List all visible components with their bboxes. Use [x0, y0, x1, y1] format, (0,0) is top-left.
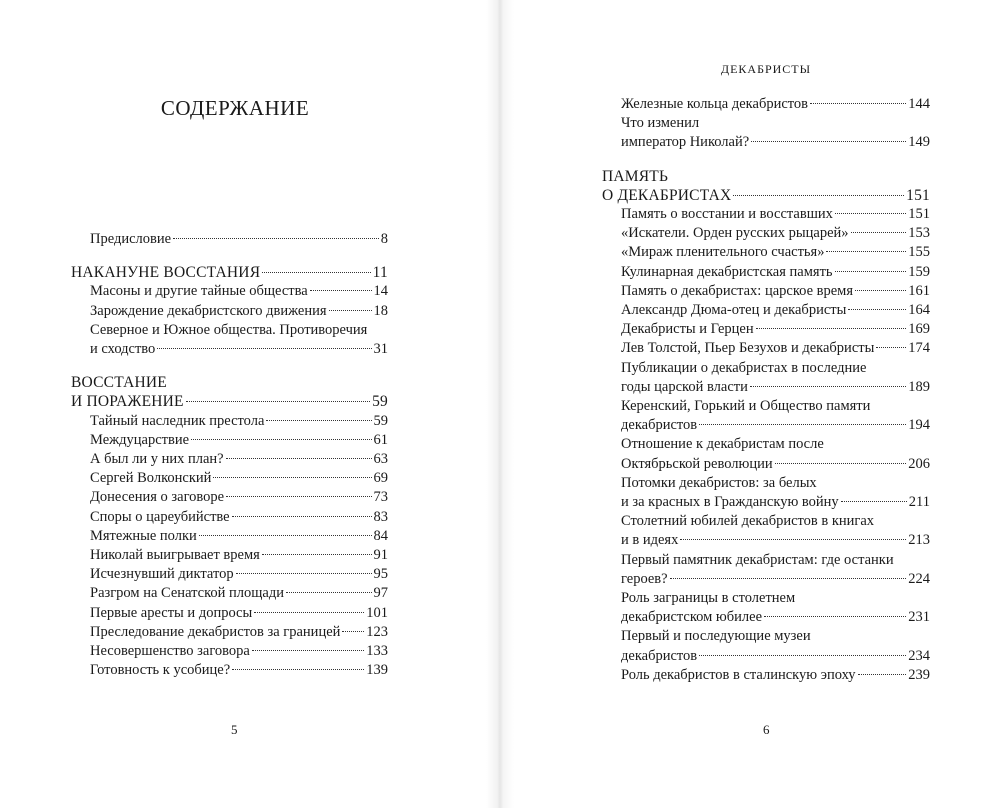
dot-leader: [775, 463, 907, 464]
toc-entry-title-line: Керенский, Горький и Общество памяти: [621, 398, 871, 415]
toc-entry-title: Споры о цареубийстве: [90, 508, 230, 525]
toc-part-heading[interactable]: [602, 167, 930, 205]
toc-part-heading[interactable]: [71, 373, 388, 411]
toc-entry-title: «Искатели. Орден русских рыцарей»: [621, 225, 849, 242]
toc-entry-row: [90, 642, 388, 661]
toc-page-number: 133: [366, 643, 388, 660]
toc-entry-row: [90, 584, 388, 603]
toc-entry-row: [621, 243, 930, 262]
toc-page-number: 161: [908, 282, 930, 299]
toc-entry[interactable]: [71, 282, 388, 301]
toc-entry[interactable]: [71, 661, 388, 680]
toc-entry-row: [71, 263, 388, 282]
dot-leader: [262, 554, 372, 555]
toc-entry-title: Сергей Волконский: [90, 470, 212, 487]
toc-entry-title: Память о декабристах: царское время: [621, 282, 854, 299]
toc-page-number: 31: [373, 341, 388, 358]
toc-entry[interactable]: [602, 397, 930, 435]
toc-entry-title-line: Первый и последующие музеи: [621, 628, 811, 645]
dot-leader: [157, 348, 371, 349]
toc-entry-row: [90, 302, 388, 321]
toc-entry-title: император Николай?: [621, 134, 750, 151]
toc-page-number: 231: [908, 609, 930, 626]
toc-entry-row: [621, 224, 930, 243]
toc-entry[interactable]: [602, 243, 930, 262]
toc-entry[interactable]: [602, 512, 930, 550]
toc-entry-row: [90, 508, 388, 527]
toc-entry[interactable]: [71, 604, 388, 623]
toc-entry[interactable]: [71, 302, 388, 321]
dot-leader: [750, 386, 906, 387]
toc-entry[interactable]: [71, 565, 388, 584]
toc-entry-title: Лев Толстой, Пьер Безухов и декабристы: [621, 340, 875, 357]
toc-entry-row: [621, 608, 930, 627]
page-number-right: 6: [763, 722, 770, 737]
toc-page-number: 97: [373, 585, 388, 602]
toc-entry-title-line: Отношение к декабристам после: [621, 436, 824, 453]
toc-page-number: 164: [908, 302, 930, 319]
dot-leader: [173, 238, 379, 239]
toc-entry-title: И ПОРАЖЕНИЕ: [71, 393, 184, 411]
toc-page-number: 144: [908, 96, 930, 112]
toc-entry-row: [621, 301, 930, 320]
dot-leader: [342, 631, 364, 632]
toc-entry-row: [90, 282, 388, 301]
dot-leader: [835, 271, 907, 272]
toc-entry-title: «Мираж пленительного счастья»: [621, 244, 825, 261]
dot-leader: [286, 592, 371, 593]
toc-page-number: 169: [908, 321, 930, 338]
toc-entry-row: [71, 392, 388, 411]
toc-entry-title: Междуцарствие: [90, 431, 190, 448]
toc-entry-title-line: ВОССТАНИЕ: [71, 374, 167, 392]
toc-entry[interactable]: [71, 431, 388, 450]
toc-entry-title: Александр Дюма-отец и декабристы: [621, 302, 847, 319]
toc-entry-title: Октябрьской революции: [621, 455, 773, 472]
dot-leader: [262, 272, 370, 273]
toc-entry-title: Николай выигрывает время: [90, 547, 260, 564]
toc-entry-title: Донесения о заговоре: [90, 489, 225, 506]
running-head: ДЕКАБРИСТЫ: [720, 62, 812, 76]
toc-entry[interactable]: [71, 642, 388, 661]
toc-entry[interactable]: [602, 320, 930, 339]
dot-leader: [266, 420, 371, 421]
toc-entry[interactable]: [71, 230, 388, 249]
toc-entry[interactable]: [602, 474, 930, 512]
toc-page-number: 14: [373, 283, 388, 300]
toc-entry-title: Готовность к усобице?: [90, 662, 231, 679]
toc-entry[interactable]: [71, 469, 388, 488]
toc-page-number: 151: [906, 186, 930, 204]
dot-leader: [756, 328, 907, 329]
section-spacer: [602, 153, 930, 167]
dot-leader: [254, 612, 364, 613]
toc-entry[interactable]: [602, 339, 930, 358]
toc-entry-title: и за красных в Гражданскую войну: [621, 494, 839, 511]
section-spacer: [71, 359, 388, 373]
toc-entry-row: [90, 340, 388, 359]
toc-entry[interactable]: [602, 359, 930, 397]
toc-entry-title: Предисловие: [90, 231, 172, 247]
toc-page-number: 69: [373, 470, 388, 487]
toc-entry-row: [621, 320, 930, 339]
toc-page-number: 73: [373, 489, 388, 506]
toc-entry[interactable]: [71, 488, 388, 507]
dot-leader: [226, 458, 372, 459]
toc-entry-title: Кулинарная декабристская память: [621, 263, 833, 280]
toc-page-number: 213: [908, 532, 930, 549]
section-spacer: [71, 249, 388, 263]
toc-page-number: 91: [373, 547, 388, 564]
toc-entry[interactable]: [602, 205, 930, 224]
toc-entry-title-line: Северное и Южное общества. Противоречия: [90, 321, 368, 338]
toc-entry[interactable]: [602, 95, 930, 114]
toc-entry-row: [621, 531, 930, 550]
toc-page-number: 194: [908, 417, 930, 434]
book-gutter-shadow: [486, 0, 514, 808]
toc-entry-title-line: Первый памятник декабристам: где останки: [621, 551, 894, 568]
toc-page-number: 59: [373, 412, 388, 429]
toc-entry-title-line: Публикации о декабристах в последние: [621, 359, 867, 376]
toc-entry[interactable]: [71, 584, 388, 603]
toc-entry-row: [90, 546, 388, 565]
toc-page-number: 18: [373, 302, 388, 319]
toc-entry-row: [621, 455, 930, 474]
toc-entry-row: [621, 339, 930, 358]
left-page: [0, 0, 500, 808]
toc-entry-title: Масоны и другие тайные общества: [90, 283, 308, 300]
toc-entry-title: Железные кольца декабристов: [621, 96, 809, 112]
toc-page-number: 61: [373, 431, 388, 448]
toc-page-number: 84: [373, 527, 388, 544]
toc-entry-row: [621, 263, 930, 282]
toc-entry-row: [90, 527, 388, 546]
toc-entry[interactable]: [71, 623, 388, 642]
dot-leader: [199, 535, 372, 536]
table-of-contents-left: [71, 230, 388, 680]
toc-entry-row: [90, 488, 388, 507]
dot-leader: [848, 309, 906, 310]
toc-entry-title: и сходство: [90, 341, 156, 358]
table-of-contents-right: [602, 95, 930, 685]
dot-leader: [232, 669, 364, 670]
toc-entry-title-line: Роль заграницы в столетнем: [621, 590, 796, 607]
toc-page-number: 155: [908, 244, 930, 261]
toc-page-number: 153: [908, 225, 930, 242]
toc-entry-title: А был ли у них план?: [90, 451, 224, 468]
toc-entry[interactable]: [602, 627, 930, 665]
toc-entry-title: Несовершенство заговора: [90, 643, 250, 660]
toc-entry-row: [90, 661, 388, 680]
toc-entry-title-line: Что изменил: [621, 115, 700, 132]
toc-entry[interactable]: [71, 321, 388, 359]
dot-leader: [186, 401, 370, 402]
toc-page-number: 83: [373, 508, 388, 525]
toc-page-number: 159: [908, 263, 930, 280]
toc-entry-title: декабристском юбилее: [621, 609, 763, 626]
toc-entry[interactable]: [602, 224, 930, 243]
dot-leader: [876, 347, 906, 348]
dot-leader: [851, 232, 907, 233]
dot-leader: [699, 424, 906, 425]
toc-entry-title: Тайный наследник престола: [90, 412, 265, 429]
toc-page-number: 8: [380, 231, 388, 247]
toc-entry-title-line: Потомки декабристов: за белых: [621, 474, 817, 491]
dot-leader: [252, 650, 364, 651]
toc-page-number: 239: [908, 666, 930, 683]
toc-page-number: 11: [372, 264, 388, 282]
dot-leader: [858, 674, 907, 675]
toc-entry-row: [621, 416, 930, 435]
dot-leader: [680, 539, 906, 540]
toc-entry-title: О ДЕКАБРИСТАХ: [602, 186, 732, 204]
toc-page-number: 95: [373, 566, 388, 583]
toc-entry[interactable]: [602, 282, 930, 301]
toc-entry-row: [90, 604, 388, 623]
toc-entry[interactable]: [71, 546, 388, 565]
toc-entry-row: [621, 282, 930, 301]
dot-leader: [213, 477, 371, 478]
dot-leader: [670, 578, 907, 579]
toc-entry-title: декабристов: [621, 647, 698, 664]
dot-leader: [329, 310, 372, 311]
dot-leader: [810, 103, 906, 104]
dot-leader: [835, 213, 906, 214]
toc-entry-title: Зарождение декабристского движения: [90, 302, 327, 319]
toc-entry-title: декабристов: [621, 417, 698, 434]
dot-leader: [232, 516, 372, 517]
toc-page-number: 139: [366, 662, 388, 679]
toc-entry[interactable]: [602, 589, 930, 627]
toc-page-number: 206: [908, 455, 930, 472]
toc-entry[interactable]: [71, 508, 388, 527]
toc-entry-title: Первые аресты и допросы: [90, 604, 253, 621]
toc-entry-title: годы царской власти: [621, 378, 748, 395]
toc-entry-title: НАКАНУНЕ ВОССТАНИЯ: [71, 264, 261, 282]
toc-entry-row: [90, 412, 388, 431]
dot-leader: [699, 655, 906, 656]
page-number-left: 5: [231, 722, 238, 737]
toc-entry[interactable]: [71, 412, 388, 431]
toc-page-number: 151: [908, 206, 930, 223]
dot-leader: [191, 439, 371, 440]
dot-leader: [826, 251, 906, 252]
dot-leader: [310, 290, 372, 291]
toc-page-number: 63: [373, 451, 388, 468]
toc-page-number: 189: [908, 378, 930, 395]
toc-entry[interactable]: [602, 301, 930, 320]
toc-entry-title: и в идеях: [621, 532, 679, 549]
toc-entry-title: Роль декабристов в сталинскую эпоху: [621, 666, 856, 683]
toc-entry-row: [621, 133, 930, 152]
dot-leader: [236, 573, 372, 574]
toc-entry-row: [90, 431, 388, 450]
toc-page-number: 149: [908, 134, 930, 151]
dot-leader: [226, 496, 371, 497]
toc-entry-title-line: Столетний юбилей декабристов в книгах: [621, 513, 875, 530]
toc-page-number: 59: [372, 393, 388, 411]
toc-part-heading[interactable]: [71, 263, 388, 282]
toc-entry-title: Преследование декабристов за границей: [90, 623, 341, 640]
toc-entry-row: [621, 570, 930, 589]
toc-entry-row: [621, 95, 930, 114]
toc-page-number: 174: [908, 340, 930, 357]
toc-entry[interactable]: [602, 114, 930, 152]
toc-entry-row: [621, 647, 930, 666]
toc-entry-title: Исчезнувший диктатор: [90, 566, 234, 583]
toc-page-number: 211: [908, 494, 930, 511]
toc-page-number: 234: [908, 647, 930, 664]
toc-entry-row: [90, 623, 388, 642]
toc-entry[interactable]: [602, 551, 930, 589]
toc-entry-title: Разгром на Сенатской площади: [90, 585, 285, 602]
dot-leader: [855, 290, 906, 291]
toc-entry[interactable]: [602, 435, 930, 473]
toc-entry-row: [621, 378, 930, 397]
dot-leader: [841, 501, 907, 502]
page-title: СОДЕРЖАНИЕ: [160, 96, 310, 120]
toc-page-number: 123: [366, 623, 388, 640]
toc-entry-row: [621, 493, 930, 512]
toc-entry-title: Мятежные полки: [90, 527, 197, 544]
toc-page-number: 101: [366, 604, 388, 621]
toc-entry-row: [90, 565, 388, 584]
toc-entry-row: [90, 469, 388, 488]
toc-entry-title: Декабристы и Герцен: [621, 321, 754, 338]
dot-leader: [764, 616, 906, 617]
toc-page-number: 224: [908, 570, 930, 587]
toc-entry[interactable]: [602, 263, 930, 282]
toc-entry[interactable]: [71, 450, 388, 469]
toc-entry-row: [621, 666, 930, 685]
toc-entry-title: героев?: [621, 570, 668, 587]
toc-entry-row: [621, 205, 930, 224]
toc-entry-title: Память о восстании и восставших: [621, 206, 833, 223]
toc-entry-title-line: ПАМЯТЬ: [602, 167, 669, 185]
toc-entry-row: [90, 230, 388, 249]
toc-entry[interactable]: [602, 666, 930, 685]
toc-entry-row: [602, 186, 930, 205]
toc-entry-row: [90, 450, 388, 469]
dot-leader: [751, 141, 906, 142]
dot-leader: [733, 195, 904, 196]
toc-entry[interactable]: [71, 527, 388, 546]
